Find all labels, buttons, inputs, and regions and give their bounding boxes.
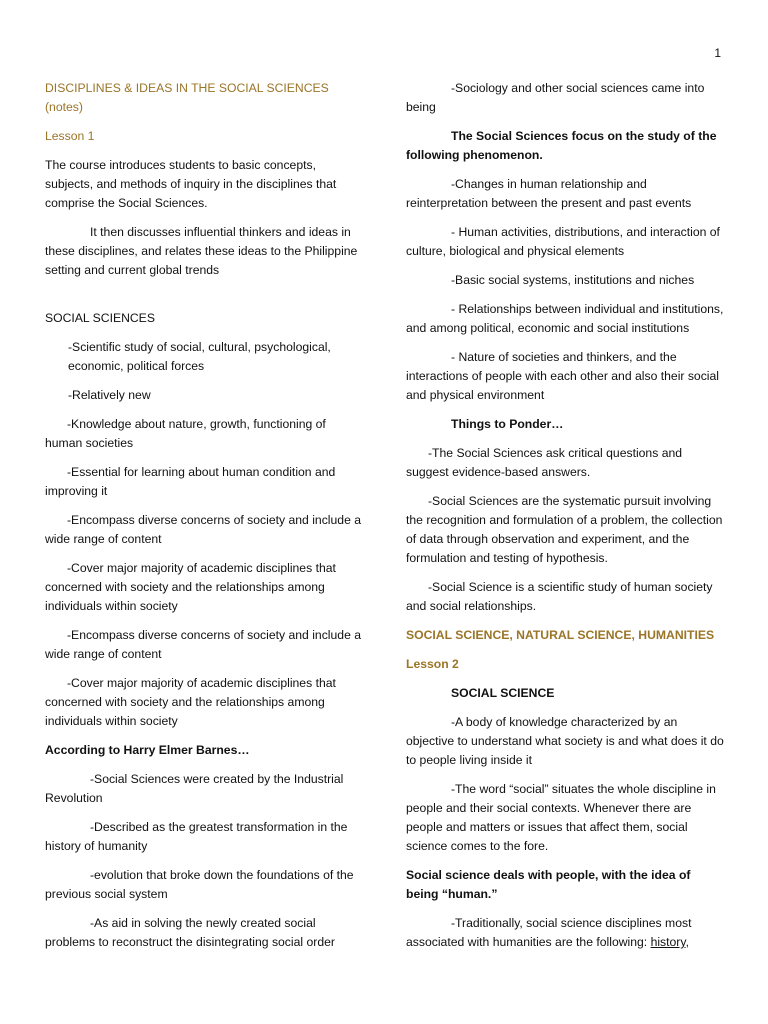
focus-item: -Basic social systems, institutions and niches (451, 273, 695, 287)
barnes-item: -evolution that broke down the foundations of the previous social system (45, 868, 354, 901)
trailing-comma: , (685, 935, 689, 949)
focus-item: -Changes in human relationship and reinterpretation between the present and past events (406, 177, 692, 210)
ponder-item: -Social Sciences are the systematic pursuit involving the recognition and formulation of a problem, the collection of data through observation and experiment, and the formulation and testing of hypothesis. (406, 494, 723, 565)
page-number: 1 (714, 46, 721, 60)
sociology-item: -Sociology and other social sciences came into being (406, 81, 705, 114)
intro-paragraph-1: The course introduces students to basic concepts, subjects, and methods of inquiry in the disciplines that comprise the Social Sciences. (45, 158, 337, 210)
ss-item: -Cover major majority of academic disciplines that concerned with society and the relationships among individuals within society (45, 561, 336, 613)
barnes-heading: According to Harry Elmer Barnes… (45, 743, 250, 757)
ponder-heading: Things to Ponder… (451, 417, 564, 431)
traditional-text: -Traditionally, social science disciplines most associated with humanities are the following: (406, 916, 692, 949)
barnes-item: -Social Sciences were created by the Industrial Revolution (45, 772, 344, 805)
document-title: DISCIPLINES & IDEAS IN THE SOCIAL SCIENCES (notes) (45, 81, 329, 114)
ss-item: -Knowledge about nature, growth, functioning of human societies (45, 417, 326, 450)
ss-item: -Cover major majority of academic disciplines that concerned with society and the relationships among individuals within society (45, 676, 336, 728)
ss-item: -Scientific study of social, cultural, psychological, economic, political forces (68, 340, 331, 373)
ss2-item: -The word “social” situates the whole discipline in people and their social contexts. Whenever there are people and matters or issues that affect them, social science comes to the fore. (406, 782, 716, 853)
history-link[interactable]: history (650, 935, 686, 949)
left-column (45, 79, 363, 962)
focus-item: - Human activities, distributions, and interaction of culture, biological and physical elements (406, 225, 720, 258)
focus-item: - Relationships between individual and institutions, and among political, economic and social institutions (406, 302, 724, 335)
ss-item: -Relatively new (68, 388, 151, 402)
ss-item: -Essential for learning about human condition and improving it (45, 465, 336, 498)
ss-item: -Encompass diverse concerns of society and include a wide range of content (45, 513, 362, 546)
barnes-item: -As aid in solving the newly created social problems to reconstruct the disintegrating social order (45, 916, 335, 949)
social-science-heading: SOCIAL SCIENCE (451, 686, 555, 700)
lesson-2-label: Lesson 2 (406, 657, 459, 671)
ss2-item: -A body of knowledge characterized by an objective to understand what society is and what does it do to people living inside it (406, 715, 724, 767)
focus-heading: The Social Sciences focus on the study of the following phenomenon. (406, 129, 717, 162)
focus-item: - Nature of societies and thinkers, and the interactions of people with each other and also their social and physical environment (406, 350, 720, 402)
social-sciences-heading: SOCIAL SCIENCES (45, 311, 155, 325)
ponder-item: -The Social Sciences ask critical questions and suggest evidence-based answers. (406, 446, 683, 479)
section-2-title: SOCIAL SCIENCE, NATURAL SCIENCE, HUMANITIES (406, 628, 715, 642)
intro-paragraph-2: It then discusses influential thinkers and ideas in these disciplines, and relates these ideas to the Philippine setting and current global trends (45, 225, 358, 277)
ponder-item: -Social Science is a scientific study of human society and social relationships. (406, 580, 713, 613)
traditional-paragraph (406, 914, 724, 952)
people-statement: Social science deals with people, with the idea of being “human.” (406, 868, 691, 901)
barnes-item: -Described as the greatest transformation in the history of humanity (45, 820, 348, 853)
right-column (406, 79, 724, 962)
ss-item: -Encompass diverse concerns of society and include a wide range of content (45, 628, 362, 661)
lesson-1-label: Lesson 1 (45, 129, 95, 143)
